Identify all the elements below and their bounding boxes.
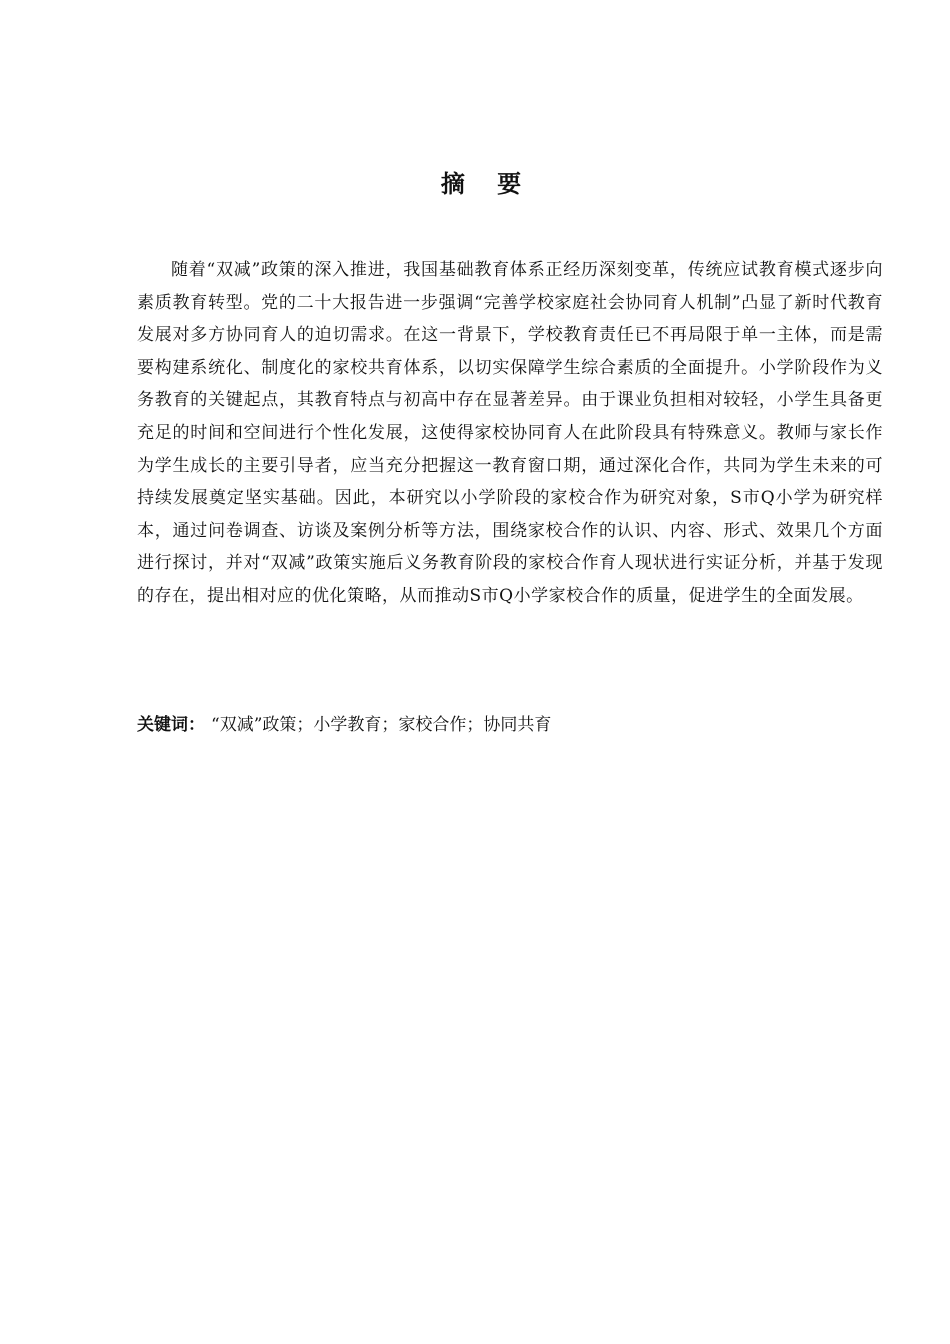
keywords-label: 关键词： — [137, 715, 205, 735]
abstract-paragraph: 随着“双减”政策的深入推进，我国基础教育体系正经历深刻变革，传统应试教育模式逐步向素质教育转型。党的二十大报告进一步强调“完善学校家庭社会协同育人机制”凸显了新时代教育发展对多方协同育人的迫切需求。在这一背景下，学校教育责任已不再局限于单一主体，而是需要构建系统化、制度化的家校共育体系，以切实保障学生综合素质的全面提升。小学阶段作为义务教育的关键起点，其教育特点与初高中存在显著差异。由于课业负担相对较轻，小学生具备更充足的时间和空间进行个性化发展，这使得家校协同育人在此阶段具有特殊意义。教师与家长作为学生成长的主要引导者，应当充分把握这一教育窗口期，通过深化合作，共同为学生未来的可持续发展奠定坚实基础。因此，本研究以小学阶段的家校合作为研究对象，S市Q小学为研究样本，通过问卷调查、访谈及案例分析等方法，围绕家校合作的认识、内容、形式、效果几个方面进行探讨，并对“双减”政策实施后义务教育阶段的家校合作育人现状进行实证分析，并基于发现的存在，提出相对应的优化策略，从而推动S市Q小学家校合作的质量，促进学生的全面发展。 — [137, 260, 883, 606]
abstract-heading: 摘 要 — [440, 170, 534, 198]
keywords-line — [137, 711, 883, 739]
keywords-text: “双减”政策；小学教育；家校合作；协同共育 — [211, 715, 552, 735]
